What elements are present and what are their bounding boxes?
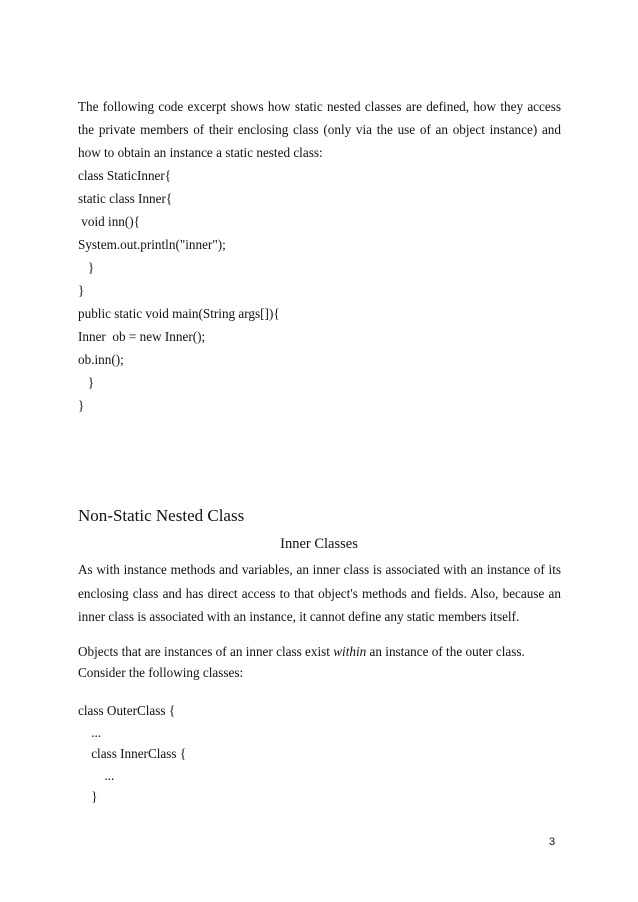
code-line: } xyxy=(78,398,85,413)
code-line: } xyxy=(78,375,95,390)
paragraph-text: Consider the following classes: xyxy=(78,665,244,680)
code-line: class InnerClass { xyxy=(78,746,187,761)
code-block-outer-class xyxy=(78,700,186,808)
code-line: } xyxy=(78,789,98,804)
code-line: class StaticInner{ xyxy=(78,168,172,183)
code-line: class OuterClass { xyxy=(78,703,176,718)
sub-heading: Inner Classes xyxy=(280,536,358,552)
objects-paragraph xyxy=(78,641,561,683)
inner-class-paragraph: As with instance methods and variables, an inner class is associated with an instance of its enclosing class and has direct access to that object's methods and fields. Also, because an inner class is associated with an instance, it cannot define any static members itself. xyxy=(78,562,561,624)
emphasis-text: within xyxy=(333,644,367,659)
code-line: void inn(){ xyxy=(78,214,141,229)
code-line: public static void main(String args[]){ xyxy=(78,306,280,321)
paragraph-text: an instance of the outer class. xyxy=(366,644,525,659)
code-line: Inner ob = new Inner(); xyxy=(78,329,206,344)
code-block-static-inner xyxy=(78,164,280,417)
intro-paragraph: The following code excerpt shows how static nested classes are defined, how they access the private members of their enclosing class (only via the use of an object instance) and how to obtain an instance a static nested class: xyxy=(78,99,561,160)
code-line: System.out.println("inner"); xyxy=(78,237,226,252)
code-line: ob.inn(); xyxy=(78,352,124,367)
code-line: } xyxy=(78,260,95,275)
code-line: static class Inner{ xyxy=(78,191,173,206)
paragraph-text: Objects that are instances of an inner class exist xyxy=(78,644,334,659)
code-line: ... xyxy=(78,724,102,740)
code-line: ... xyxy=(78,767,115,783)
code-line: } xyxy=(78,283,85,298)
page-number: 3 xyxy=(549,836,556,848)
section-heading: Non-Static Nested Class xyxy=(78,506,245,525)
